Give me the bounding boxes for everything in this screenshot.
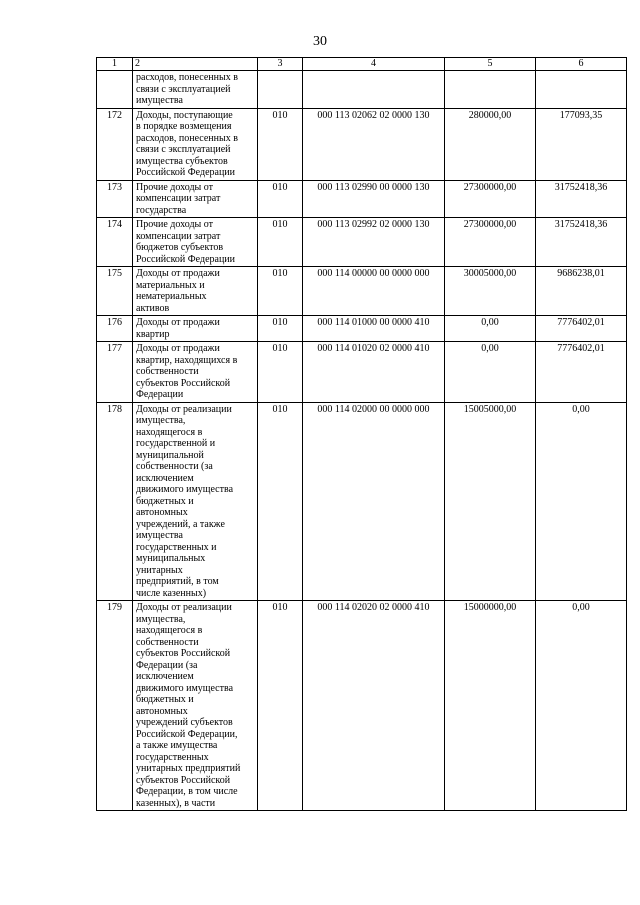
row-number: 175 <box>97 267 133 316</box>
table-header-row <box>97 58 627 71</box>
row-code: 010 <box>258 402 303 601</box>
row-name: Доходы от реализации имущества, находящегося в собственности субъектов Российской Федерации (за исключением движимого имущества бюджетных и автономных учреждений субъектов Российской Федерации, а также имущества государственных унитарных предприятий субъектов Российской Федерации, в том числе казенных), в части <box>133 601 258 811</box>
row-name: Доходы от продажи квартир <box>133 316 258 342</box>
row-code: 010 <box>258 316 303 342</box>
row-code: 010 <box>258 342 303 403</box>
table-row <box>97 267 627 316</box>
header-col-4: 4 <box>303 58 445 71</box>
row-number: 176 <box>97 316 133 342</box>
row-plan-amount: 0,00 <box>445 316 536 342</box>
row-number: 173 <box>97 180 133 218</box>
header-col-1: 1 <box>97 58 133 71</box>
table-row <box>97 218 627 267</box>
row-fact-amount: 31752418,36 <box>536 180 627 218</box>
table-row <box>97 108 627 180</box>
table-row <box>97 342 627 403</box>
row-plan-amount: 30005000,00 <box>445 267 536 316</box>
row-kbk: 000 114 02020 02 0000 410 <box>303 601 445 811</box>
row-fact-amount: 7776402,01 <box>536 316 627 342</box>
row-code <box>258 71 303 109</box>
table-row <box>97 316 627 342</box>
row-name: Доходы от продажи квартир, находящихся в собственности субъектов Российской Федерации <box>133 342 258 403</box>
row-plan-amount: 0,00 <box>445 342 536 403</box>
row-code: 010 <box>258 601 303 811</box>
row-plan-amount: 280000,00 <box>445 108 536 180</box>
row-kbk <box>303 71 445 109</box>
row-fact-amount: 0,00 <box>536 601 627 811</box>
row-plan-amount: 27300000,00 <box>445 218 536 267</box>
row-name: Доходы от продажи материальных и нематериальных активов <box>133 267 258 316</box>
row-plan-amount: 15000000,00 <box>445 601 536 811</box>
row-number: 172 <box>97 108 133 180</box>
row-code: 010 <box>258 267 303 316</box>
row-fact-amount: 7776402,01 <box>536 342 627 403</box>
row-kbk: 000 114 02000 00 0000 000 <box>303 402 445 601</box>
row-kbk: 000 113 02062 02 0000 130 <box>303 108 445 180</box>
table-row <box>97 402 627 601</box>
row-code: 010 <box>258 108 303 180</box>
table-row <box>97 180 627 218</box>
row-name: Прочие доходы от компенсации затрат бюджетов субъектов Российской Федерации <box>133 218 258 267</box>
header-col-5: 5 <box>445 58 536 71</box>
row-name: Доходы от реализации имущества, находящегося в государственной и муниципальной собственности (за исключением движимого имущества бюджетных и автономных учреждений, а также имущества государственных и муниципальных унитарных предприятий, в том числе казенных) <box>133 402 258 601</box>
budget-table <box>96 57 627 811</box>
table-body <box>97 71 627 811</box>
row-number: 179 <box>97 601 133 811</box>
row-kbk: 000 114 01020 02 0000 410 <box>303 342 445 403</box>
row-kbk: 000 113 02990 00 0000 130 <box>303 180 445 218</box>
row-name: Доходы, поступающие в порядке возмещения расходов, понесенных в связи с эксплуатацией имущества субъектов Российской Федерации <box>133 108 258 180</box>
row-kbk: 000 114 00000 00 0000 000 <box>303 267 445 316</box>
row-code: 010 <box>258 180 303 218</box>
row-fact-amount <box>536 71 627 109</box>
row-kbk: 000 113 02992 02 0000 130 <box>303 218 445 267</box>
row-number: 178 <box>97 402 133 601</box>
row-kbk: 000 114 01000 00 0000 410 <box>303 316 445 342</box>
row-fact-amount: 177093,35 <box>536 108 627 180</box>
header-col-6: 6 <box>536 58 627 71</box>
header-col-2: 2 <box>133 58 258 71</box>
row-number <box>97 71 133 109</box>
row-fact-amount: 31752418,36 <box>536 218 627 267</box>
row-fact-amount: 0,00 <box>536 402 627 601</box>
row-name: Прочие доходы от компенсации затрат государства <box>133 180 258 218</box>
row-number: 177 <box>97 342 133 403</box>
header-col-3: 3 <box>258 58 303 71</box>
row-plan-amount <box>445 71 536 109</box>
page-number: 30 <box>313 34 327 49</box>
row-number: 174 <box>97 218 133 267</box>
row-plan-amount: 27300000,00 <box>445 180 536 218</box>
table-row <box>97 71 627 109</box>
row-fact-amount: 9686238,01 <box>536 267 627 316</box>
table-row <box>97 601 627 811</box>
row-name: расходов, понесенных в связи с эксплуатацией имущества <box>133 71 258 109</box>
row-code: 010 <box>258 218 303 267</box>
row-plan-amount: 15005000,00 <box>445 402 536 601</box>
